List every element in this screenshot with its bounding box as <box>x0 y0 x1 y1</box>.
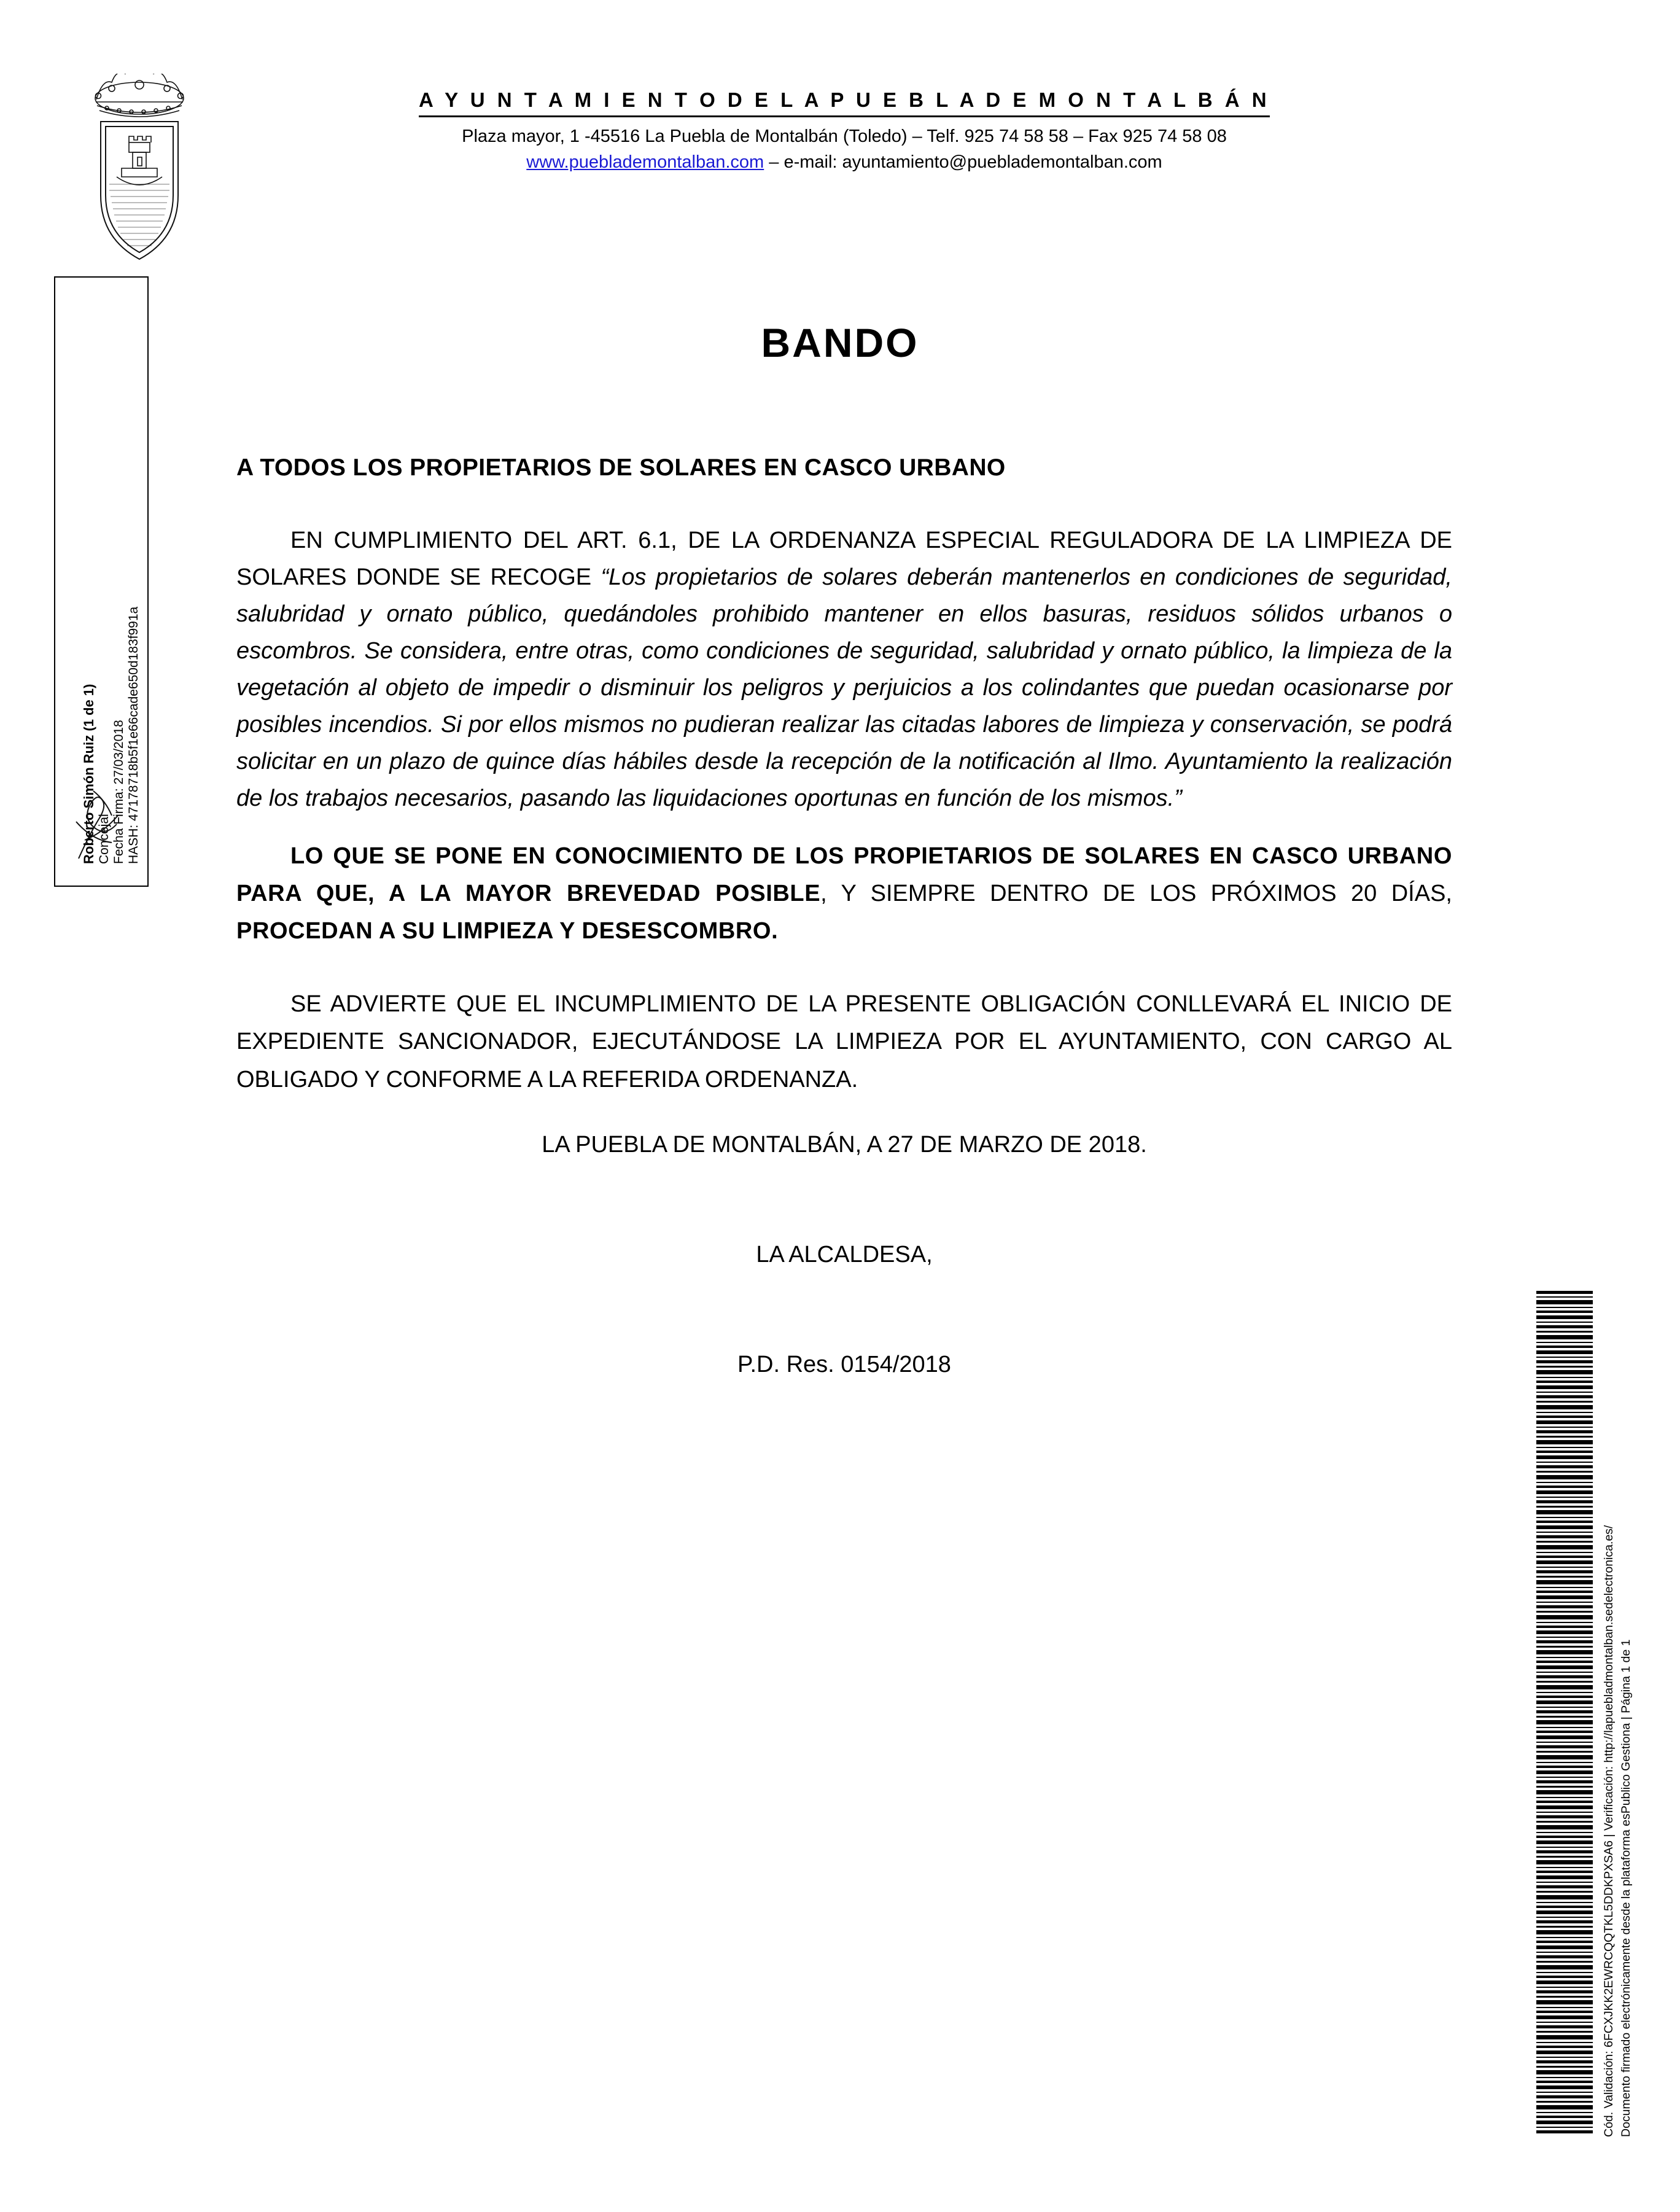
intro-text: EN CUMPLIMIENTO DEL ART. 6.1, DE LA ORDENANZA ESPECIAL REGULADORA DE LA LIMPIEZA DE SOLARES DONDE SE RECOGE <box>236 528 1452 591</box>
email-separator: – e-mail: <box>764 152 842 173</box>
verification-strip <box>1536 1290 1659 2149</box>
signer-title: LA ALCALDESA, <box>756 1242 933 1268</box>
handwritten-signature <box>66 754 134 871</box>
organization-name: A Y U N T A M I E N T O D E L A P U E B L A D E M O N T A L B Á N <box>419 88 1270 117</box>
verification-text <box>1600 1290 1657 2137</box>
announcement-part-1: LO QUE SE PONE EN CONOCIMIENTO DE LOS PROPIETARIOS DE SOLARES EN CASCO URBANO PARA QUE, A LA MAYOR BREVEDAD POSIBLE <box>236 843 1452 907</box>
organization-contact <box>344 149 1345 175</box>
document-body <box>236 454 1452 1378</box>
header-text-block <box>344 88 1345 175</box>
website-link[interactable]: www.pueblademontalban.com <box>526 152 764 173</box>
signature-date: Fecha Firma: 27/03/2018 <box>112 720 126 864</box>
coat-of-arms-icon <box>69 74 210 276</box>
signer-role: Concejal <box>97 814 111 864</box>
place-and-date: LA PUEBLA DE MONTALBÁN, A 27 DE MARZO DE 2018. <box>542 1132 1147 1158</box>
document-subtitle: A TODOS LOS PROPIETARIOS DE SOLARES EN CASCO URBANO <box>236 454 1006 481</box>
announcement-part-3: PROCEDAN A SU LIMPIEZA Y DESESCOMBRO. <box>236 917 779 944</box>
announcement-paragraph <box>236 838 1452 949</box>
document-header <box>0 74 1680 233</box>
barcode-icon <box>1536 1290 1593 2137</box>
signature-hash: HASH: 47178718b5f1e66cade650d183f991a <box>126 606 141 864</box>
intro-paragraph <box>236 522 1452 817</box>
ordinance-quote: “Los propietarios de solares deberán mantenerlos en condiciones de seguridad, salubridad y ornato público, quedándoles prohibido mantener en ellos basuras, residuos sólidos urbanos o escombros. Se considera, entre otras, como condiciones de seguridad, salubridad y ornato público, la limpieza de la vegetación al objeto de impedir o disminuir los peligros y perjuicios a los colindantes que puedan ocasionarse por posibles incendios. Si por ellos mismos no pudieran realizar las citadas labores de limpieza y conservación, se podrá solicitar en un plazo de quince días hábiles desde la recepción de la notificación al Ilmo. Ayuntamiento la realización de los trabajos necesarios, pasando las liquidaciones oportunas en función de los mismos.” <box>236 564 1452 812</box>
signature-metadata-box <box>54 276 149 887</box>
verification-code-line: Cód. Validación: 6FCXJKK2EWRCQQTKL5DDKPXSA6 | Verificación: http://lapuebladmontalban.sedelectronica.es/ <box>1602 1525 1616 2137</box>
email-address: ayuntamiento@pueblademontalban.com <box>842 152 1162 173</box>
announcement-part-2: , Y SIEMPRE DENTRO DE LOS PRÓXIMOS 20 DÍAS, <box>820 881 1452 907</box>
verification-platform-line: Documento firmado electrónicamente desde la plataforma esPublico Gestiona | Página 1 de 1 <box>1619 1639 1633 2137</box>
warning-paragraph: SE ADVIERTE QUE EL INCUMPLIMIENTO DE LA PRESENTE OBLIGACIÓN CONLLEVARÁ EL INICIO DE EXPEDIENTE SANCIONADOR, EJECUTÁNDOSE LA LIMPIEZA POR EL AYUNTAMIENTO, CON CARGO AL OBLIGADO Y CONFORME A LA REFERIDA ORDENANZA. <box>236 991 1452 1092</box>
signer-name: Roberto Simón Ruiz (1 de 1) <box>81 683 96 864</box>
resolution-reference: P.D. Res. 0154/2018 <box>737 1352 951 1378</box>
page-title: BANDO <box>761 320 919 365</box>
organization-address: Plaza mayor, 1 -45516 La Puebla de Montalbán (Toledo) – Telf. 925 74 58 58 – Fax 925 74 58 08 <box>462 127 1227 146</box>
